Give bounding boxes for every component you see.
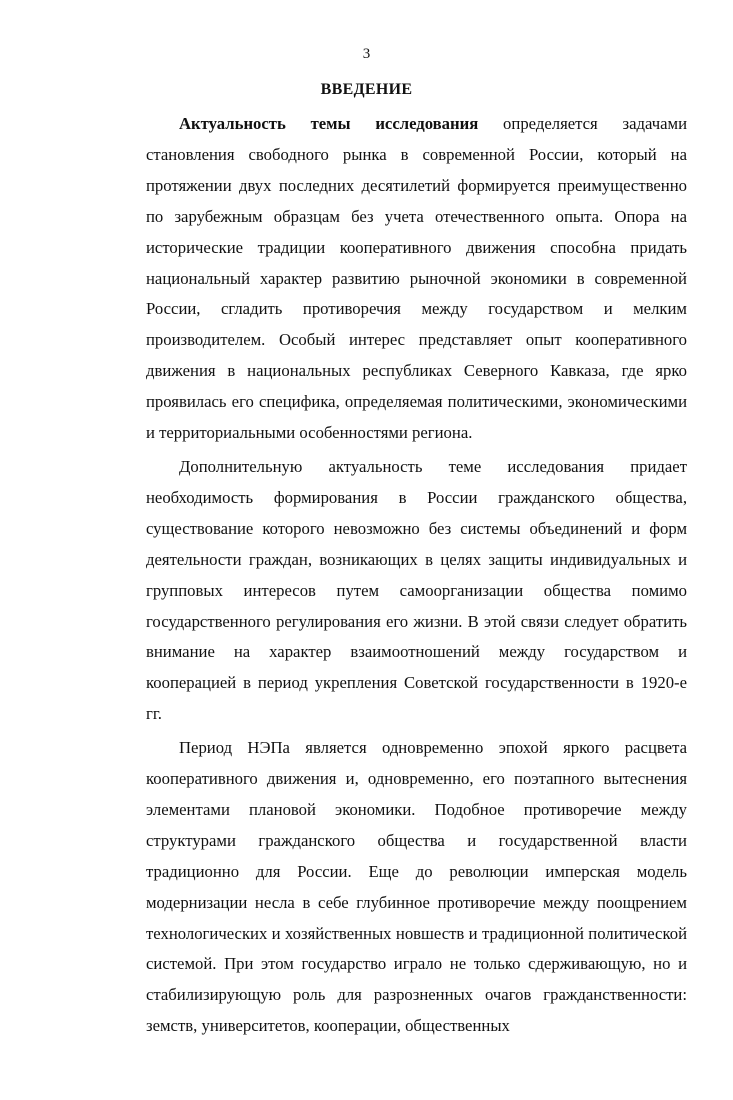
paragraph-nep — [146, 733, 687, 1042]
paragraph-text: Дополнительную актуальность теме исследования придает необходимость формирования в России гражданского общества, существование которого невозможно без системы объединений и форм деятельности граждан, возникающих в целях защиты индивидуальных и групповых интересов путем самоорганизации общества помимо государственного регулирования его жизни. В этой связи следует обратить внимание на характер взаимоотношений между государством и кооперацией в период укрепления Советской государственности в 1920-е гг. — [146, 456, 687, 724]
paragraph-text: Период НЭПа является одновременно эпохой яркого расцвета кооперативного движения и, одновременно, его поэтапного вытеснения элементами плановой экономики. Подобное противоречие между структурами гражданского общества и государственной власти традиционно для России. Еще до революции имперская модель модернизации несла в себе глубинное противоречие между поощрением технологических и хозяйственных новшеств и традиционной политической системой. При этом государство играло не только сдерживающую, но и стабилизирующую роль для разрозненных очагов гражданственности: земств, университетов, кооперации, общественных — [146, 738, 687, 1036]
body-text — [146, 109, 687, 1042]
paragraph-civil-society — [146, 452, 687, 730]
page-number: 3 — [362, 46, 371, 62]
paragraph-relevance — [146, 109, 687, 449]
section-heading: ВВЕДЕНИЕ — [320, 81, 413, 98]
paragraph-text: определяется задачами становления свободного рынка в современной России, который на протяжении двух последних десятилетий формируется преимущественно по зарубежным образцам без учета отечественного опыта. Опора на исторические традиции кооперативного движения способна придать национальный характер развитию рыночной экономики в современной России, сгладить противоречия между государством и мелким производителем. Особый интерес представляет опыт кооперативного движения в национальных республиках Северного Кавказа, где ярко проявилась его специфика, определяемая политическими, экономическими и территориальными особенностями региона. — [146, 114, 687, 443]
paragraph-lead: Актуальность темы исследования — [179, 114, 479, 133]
